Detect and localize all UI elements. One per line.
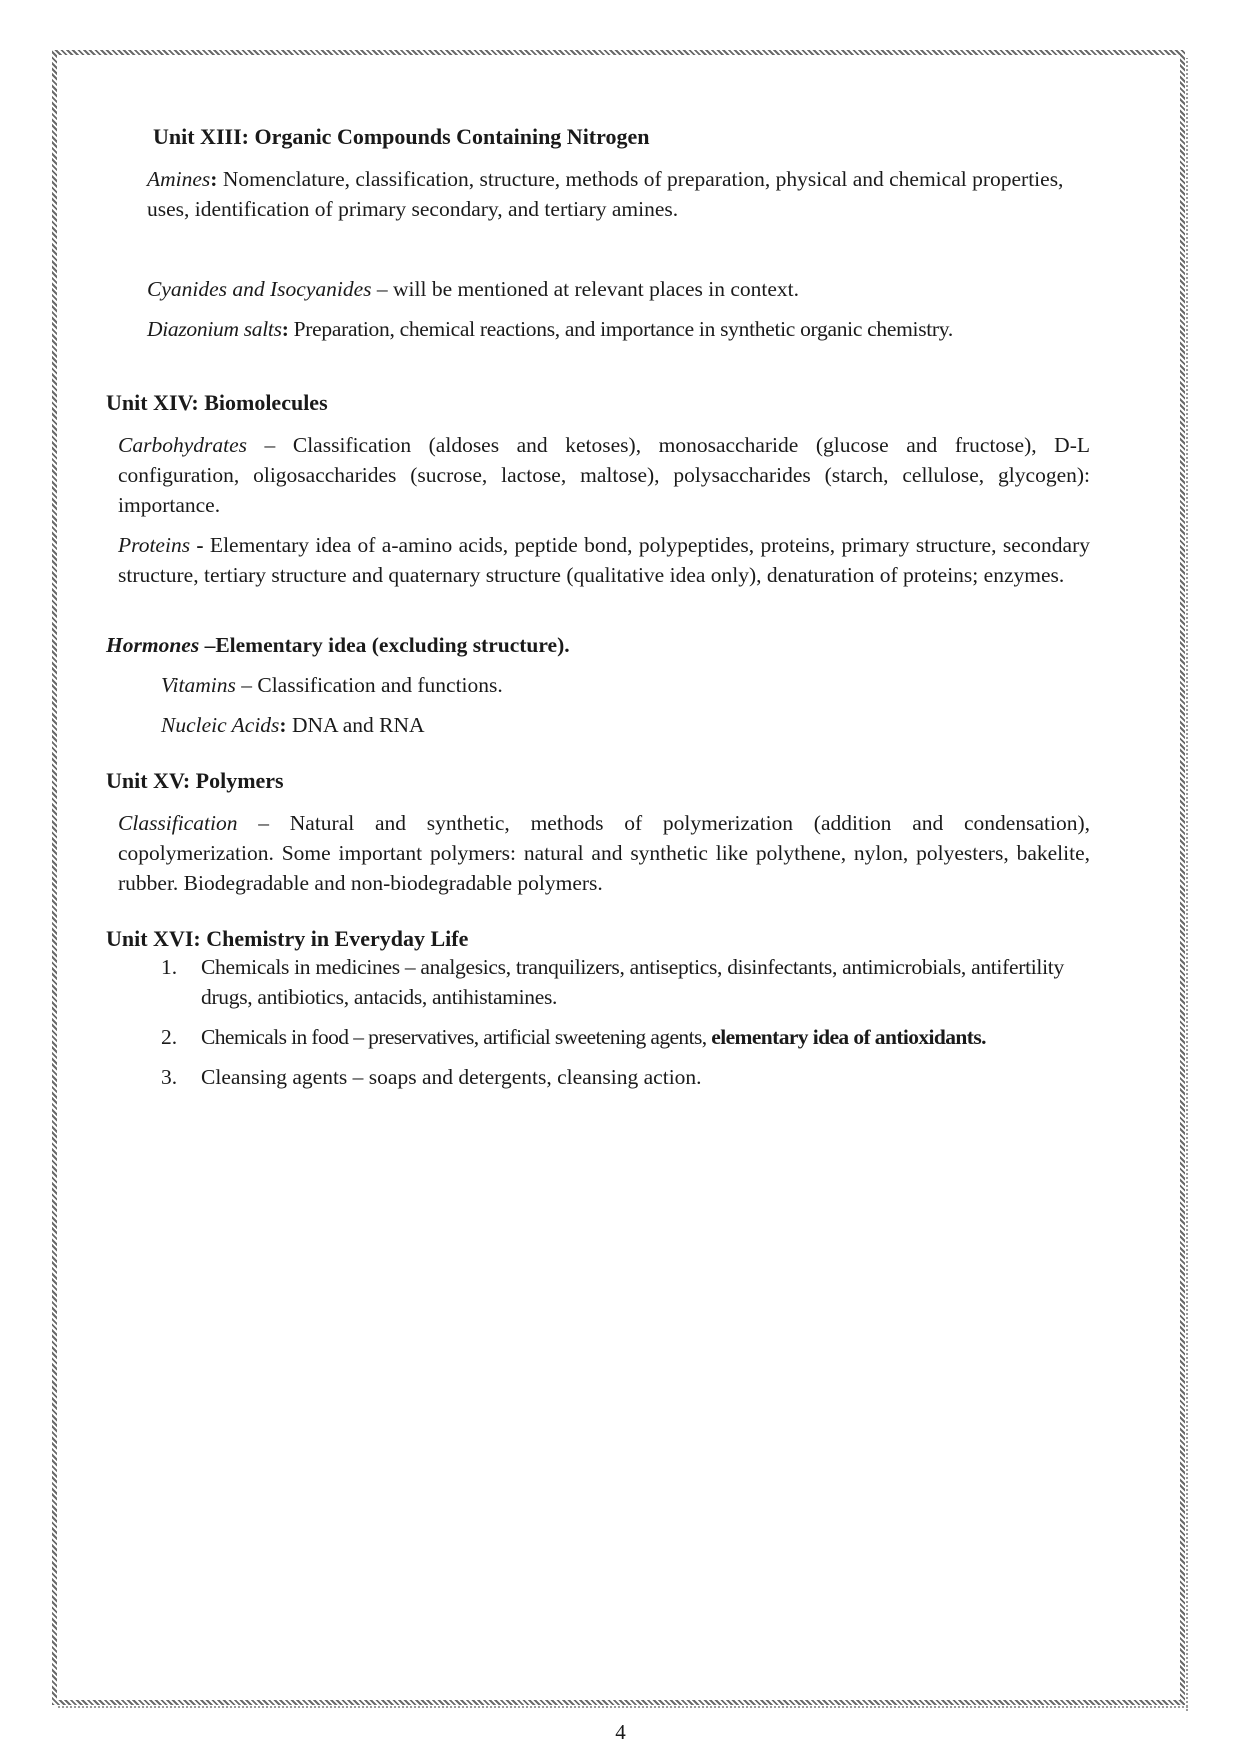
vitamins-text: – Classification and functions. xyxy=(235,673,503,697)
classification-text: – Natural and synthetic, methods of polymerization (addition and condensation), copolymerization. Some important polymers: natural and synthetic like polythene, nylon, polyesters, bakelite, rubber. Biodegradable and non-biodegradable polymers. xyxy=(118,811,1090,895)
proteins-dash: - xyxy=(190,533,204,557)
diazonium-colon: : xyxy=(281,317,289,341)
amines-term: Amines xyxy=(147,167,211,191)
unit-15-heading: Unit XV: Polymers xyxy=(106,768,284,793)
diazonium-term: Diazonium salts xyxy=(147,317,282,341)
list-item-number: 1. xyxy=(161,955,178,979)
classification-paragraph xyxy=(118,808,1090,898)
nucleic-acids-text: DNA and RNA xyxy=(286,713,425,737)
amines-text: Nomenclature, classification, structure, methods of preparation, physical and chemical properties, uses, identification of primary secondary, and tertiary amines. xyxy=(147,167,1064,221)
carbohydrates-term: Carbohydrates xyxy=(118,433,247,457)
vitamins-paragraph xyxy=(161,670,1061,700)
list-item-bold-text: elementary idea of antioxidants. xyxy=(711,1025,986,1049)
carbohydrates-text: – Classification (aldoses and ketoses), monosaccharide (glucose and fructose), D-L configuration, oligosaccharides (sucrose, lactose, maltose), polysaccharides (starch, cellulose, glycogen): importance. xyxy=(118,433,1090,517)
cyanides-text: – will be mentioned at relevant places in context. xyxy=(371,277,799,301)
list-item-text xyxy=(201,1022,1101,1052)
proteins-term: Proteins xyxy=(118,533,191,557)
amines-paragraph xyxy=(147,164,1087,224)
hormones-term: Hormones xyxy=(106,633,200,657)
unit-13-heading: Unit XIII: Organic Compounds Containing Nitrogen xyxy=(153,124,650,149)
classification-term: Classification xyxy=(118,811,238,835)
hormones-paragraph xyxy=(106,630,1086,660)
list-item-plain-text: Cleansing agents – soaps and detergents, cleansing action. xyxy=(201,1065,702,1089)
cyanides-paragraph xyxy=(147,274,1107,304)
hormones-text: –Elementary idea (excluding structure). xyxy=(199,633,570,657)
nucleic-acids-colon: : xyxy=(279,713,287,737)
amines-colon: : xyxy=(210,167,218,191)
list-item xyxy=(161,952,1081,1012)
list-item-plain-text: Chemicals in medicines – analgesics, tranquilizers, antiseptics, disinfectants, antimicrobials, antifertility drugs, antibiotics, antacids, antihistamines. xyxy=(201,955,1064,1009)
proteins-paragraph xyxy=(118,530,1090,590)
page-number: 4 xyxy=(615,1720,626,1744)
list-item xyxy=(161,1062,1081,1092)
carbohydrates-paragraph xyxy=(118,430,1090,520)
cyanides-term: Cyanides and Isocyanides xyxy=(147,277,372,301)
unit-16-heading: Unit XVI: Chemistry in Everyday Life xyxy=(106,926,469,951)
list-item-text xyxy=(201,1062,1081,1092)
list-item-plain-text: Chemicals in food – preservatives, artificial sweetening agents, xyxy=(201,1025,712,1049)
nucleic-acids-paragraph xyxy=(161,710,1061,740)
diazonium-text: Preparation, chemical reactions, and importance in synthetic organic chemistry. xyxy=(288,317,953,341)
page-border-shadow-bottom xyxy=(58,1706,1188,1708)
list-item-text xyxy=(201,952,1081,1012)
unit-14-heading: Unit XIV: Biomolecules xyxy=(106,390,328,415)
diazonium-paragraph xyxy=(147,314,1127,344)
list-item xyxy=(161,1022,1101,1052)
proteins-text: Elementary idea of a-amino acids, peptide bond, polypeptides, proteins, primary structure, secondary structure, tertiary structure and quaternary structure (qualitative idea only), denaturation of proteins; enzymes. xyxy=(118,533,1090,587)
list-item-number: 2. xyxy=(161,1025,178,1049)
page-border-shadow-right xyxy=(1186,58,1188,1711)
nucleic-acids-term: Nucleic Acids xyxy=(161,713,280,737)
vitamins-term: Vitamins xyxy=(161,673,236,697)
list-item-number: 3. xyxy=(161,1065,178,1089)
